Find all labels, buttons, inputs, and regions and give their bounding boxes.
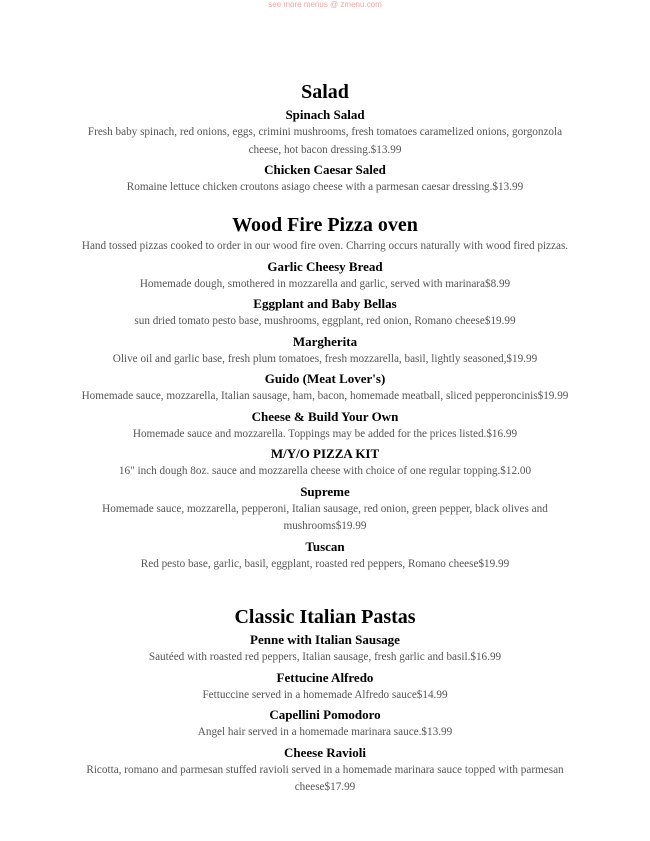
item-name: Supreme <box>300 483 350 499</box>
section-pastas <box>78 605 572 797</box>
item-name: Cheese & Build Your Own <box>251 408 399 424</box>
section-title: Wood Fire Pizza oven <box>232 213 418 236</box>
section-title: Salad <box>301 81 349 103</box>
item-desc: Romaine lettuce chicken croutons asiago cheese with a parmesan caesar dressing.$13.99 <box>126 181 524 193</box>
item-desc: Red pesto base, garlic, basil, eggplant, roasted red peppers, Romano cheese$19.99 <box>140 557 510 570</box>
menu-content <box>78 80 572 799</box>
item-name: Cheese Ravioli <box>284 744 366 760</box>
item-desc: Homemade sauce, mozzarella, pepperoni, Italian sausage, red onion, green pepper, black olives and mushrooms$19.99 <box>102 502 548 532</box>
item-name: Capellini Pomodoro <box>269 707 381 722</box>
item-desc: Ricotta, romano and parmesan stuffed ravioli served in a homemade marinara sauce topped with parmesan cheese$17.99 <box>86 763 564 793</box>
section-salad <box>78 80 572 197</box>
item-name: Eggplant and Baby Bellas <box>253 296 397 311</box>
item-desc: Sautéed with roasted red peppers, Italian sausage, fresh garlic and basil.$16.99 <box>148 651 502 663</box>
section-pizza <box>78 213 572 574</box>
section-intro: Hand tossed pizzas cooked to order in our wood fire oven. Charring occurs naturally with wood fired pizzas. <box>81 239 569 252</box>
item-desc: 16" inch dough 8oz. sauce and mozzarella cheese with choice of one regular topping.$12.00 <box>118 465 532 477</box>
item-desc: Homemade sauce, mozzarella, Italian sausage, ham, bacon, homemade meatball, sliced pepperoncinis$19.99 <box>81 390 569 402</box>
item-name: Fettucine Alfredo <box>276 669 374 685</box>
watermark-link[interactable]: see more menus @ zmenu.com <box>268 0 382 9</box>
item-desc: Fettuccine served in a homemade Alfredo sauce$14.99 <box>202 688 448 701</box>
item-name: Spinach Salad <box>285 107 365 122</box>
item-name: Chicken Caesar Saled <box>264 162 386 177</box>
item-desc: Fresh baby spinach, red onions, eggs, crimini mushrooms, fresh tomatoes caramelized onions, gorgonzola cheese, hot bacon dressing.$13.99 <box>87 126 563 156</box>
item-desc: Olive oil and garlic base, fresh plum tomatoes, fresh mozzarella, basil, lightly seasoned,$19.99 <box>112 352 538 365</box>
section-title: Classic Italian Pastas <box>234 606 416 628</box>
item-name: Margherita <box>292 333 358 349</box>
item-name: Tuscan <box>305 538 345 554</box>
item-name: Guido (Meat Lover's) <box>264 371 386 386</box>
item-desc: sun dried tomato pesto base, mushrooms, eggplant, red onion, Romano cheese$19.99 <box>134 315 516 327</box>
item-name: M/Y/O PIZZA KIT <box>270 446 380 461</box>
item-desc: Homemade dough, smothered in mozzarella and garlic, served with marinara$8.99 <box>139 277 511 290</box>
item-name: Garlic Cheesy Bread <box>267 258 383 274</box>
item-name: Penne with Italian Sausage <box>250 632 400 647</box>
item-desc: Angel hair served in a homemade marinara sauce.$13.99 <box>197 726 453 738</box>
item-desc: Homemade sauce and mozzarella. Toppings may be added for the prices listed.$16.99 <box>132 427 518 440</box>
